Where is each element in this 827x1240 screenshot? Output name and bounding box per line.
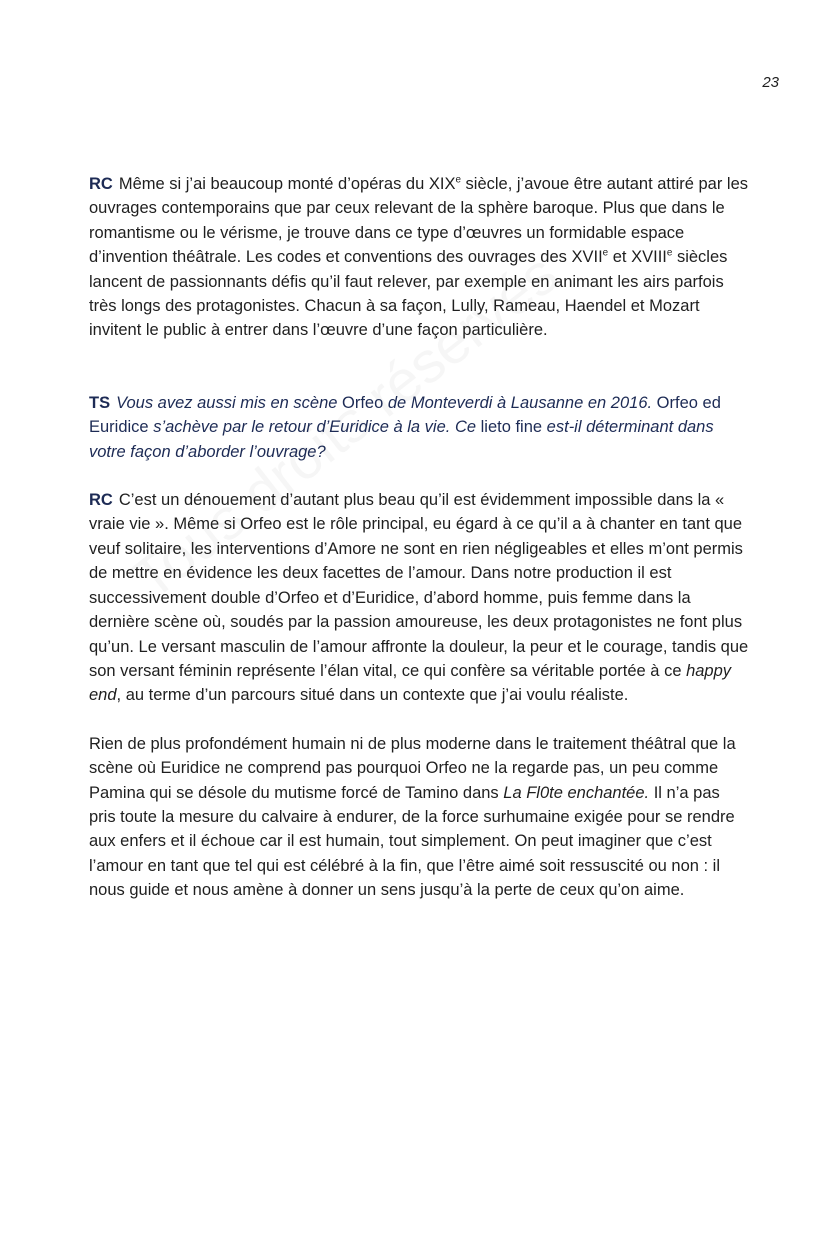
question-italic-run: de Monteverdi à Lausanne en 2016. <box>383 393 657 412</box>
question-roman-run: lieto fine <box>480 418 543 437</box>
answer-paragraph-3 <box>89 732 749 903</box>
text-run: Même si j’ai beaucoup monté d’opéras du XIX <box>118 175 456 193</box>
spacer <box>89 464 749 488</box>
text-run: C’est un dénouement d’autant plus beau qu’il est évidemment impossible dans la « vraie vie ». Même si Orfeo est le rôle principal, eu égard à ce qu’il a à chanter en tant que veuf solitaire, les interventions d’Amore ne sont en rien négligeables et elles m’ont permis de mettre en évidence les deux facettes de l’amour. Dans notre production il est successivement double d’Orfeo et d’Euridice, d’abord homme, puis femme dans la dernière scène où, soudés par la passion amoureuse, les deux protagonistes ne font plus qu’un. Le versant masculin de l’amour affronte la douleur, la peur et le courage, tandis que son versant féminin représente l’élan vital, ce qui confère sa véritable portée à ce <box>89 491 749 680</box>
question-roman-run: Orfeo ed Euridice <box>89 393 721 437</box>
superscript: e <box>602 247 609 259</box>
question-roman-run: Orfeo <box>342 393 384 412</box>
page-number: 23 <box>762 74 779 91</box>
question-paragraph <box>89 391 749 464</box>
text-run: siècle, j’avoue être autant attiré par les ouvrages contemporains que par ceux relevant de la sphère baroque. Plus que dans le romantisme ou le vérisme, je trouve dans ce type d’œuvres un formidable espace d’invention théâtrale. Les codes et conventions des ouvrages des XVII <box>89 175 749 267</box>
text-run: Il n’a pas pris toute la mesure du calvaire à endurer, de la force surhumaine exigée pour se rendre aux enfers et il échoue car il est humain, tout simplement. On peut imaginer que c’est l’amour en tant que tel qui est célébré à la fin, que l’être aimé soit ressuscité ou non : il nous guide et nous amène à donner un sens jusqu’à la perte de ceux qu’on aime. <box>89 783 735 900</box>
text-run: et XVIII <box>608 248 667 267</box>
superscript: e <box>666 247 673 259</box>
italic-text: happy end <box>89 661 732 705</box>
answer-paragraph-1 <box>89 172 749 343</box>
spacer <box>89 343 749 391</box>
document-body <box>89 172 749 903</box>
superscript: e <box>455 174 461 186</box>
question-italic-run: s’achève par le retour d’Euridice à la vie. Ce <box>148 418 481 437</box>
text-run: Rien de plus profondément humain ni de plus moderne dans le traitement théâtral que la scène où Euridice ne comprend pas pourquoi Orfeo ne la regarde pas, un peu comme Pamina qui se désole du mutisme forcé de Tamino dans <box>89 734 736 802</box>
speaker-label-rc: RC <box>89 491 113 510</box>
italic-text: La Fl0te enchantée. <box>503 783 650 802</box>
question-italic-run: Vous avez aussi mis en scène <box>116 393 343 412</box>
speaker-label-ts: TS <box>89 393 111 412</box>
text-run: siècles lancent de passionnants défis qu’il faut relever, par exemple en animant les airs parfois très longs des protagonistes. Chacun à sa façon, Lully, Rameau, Haendel et Mozart invitent le public à entrer dans l’œuvre d’une façon particulière. <box>89 248 728 340</box>
answer-paragraph-2 <box>89 488 749 708</box>
speaker-label-rc: RC <box>89 175 113 193</box>
spacer <box>89 708 749 732</box>
text-run: , au terme d’un parcours situé dans un contexte que j’ai voulu réaliste. <box>116 686 629 705</box>
question-italic-run: est-il déterminant dans votre façon d’aborder l’ouvrage? <box>89 418 714 461</box>
